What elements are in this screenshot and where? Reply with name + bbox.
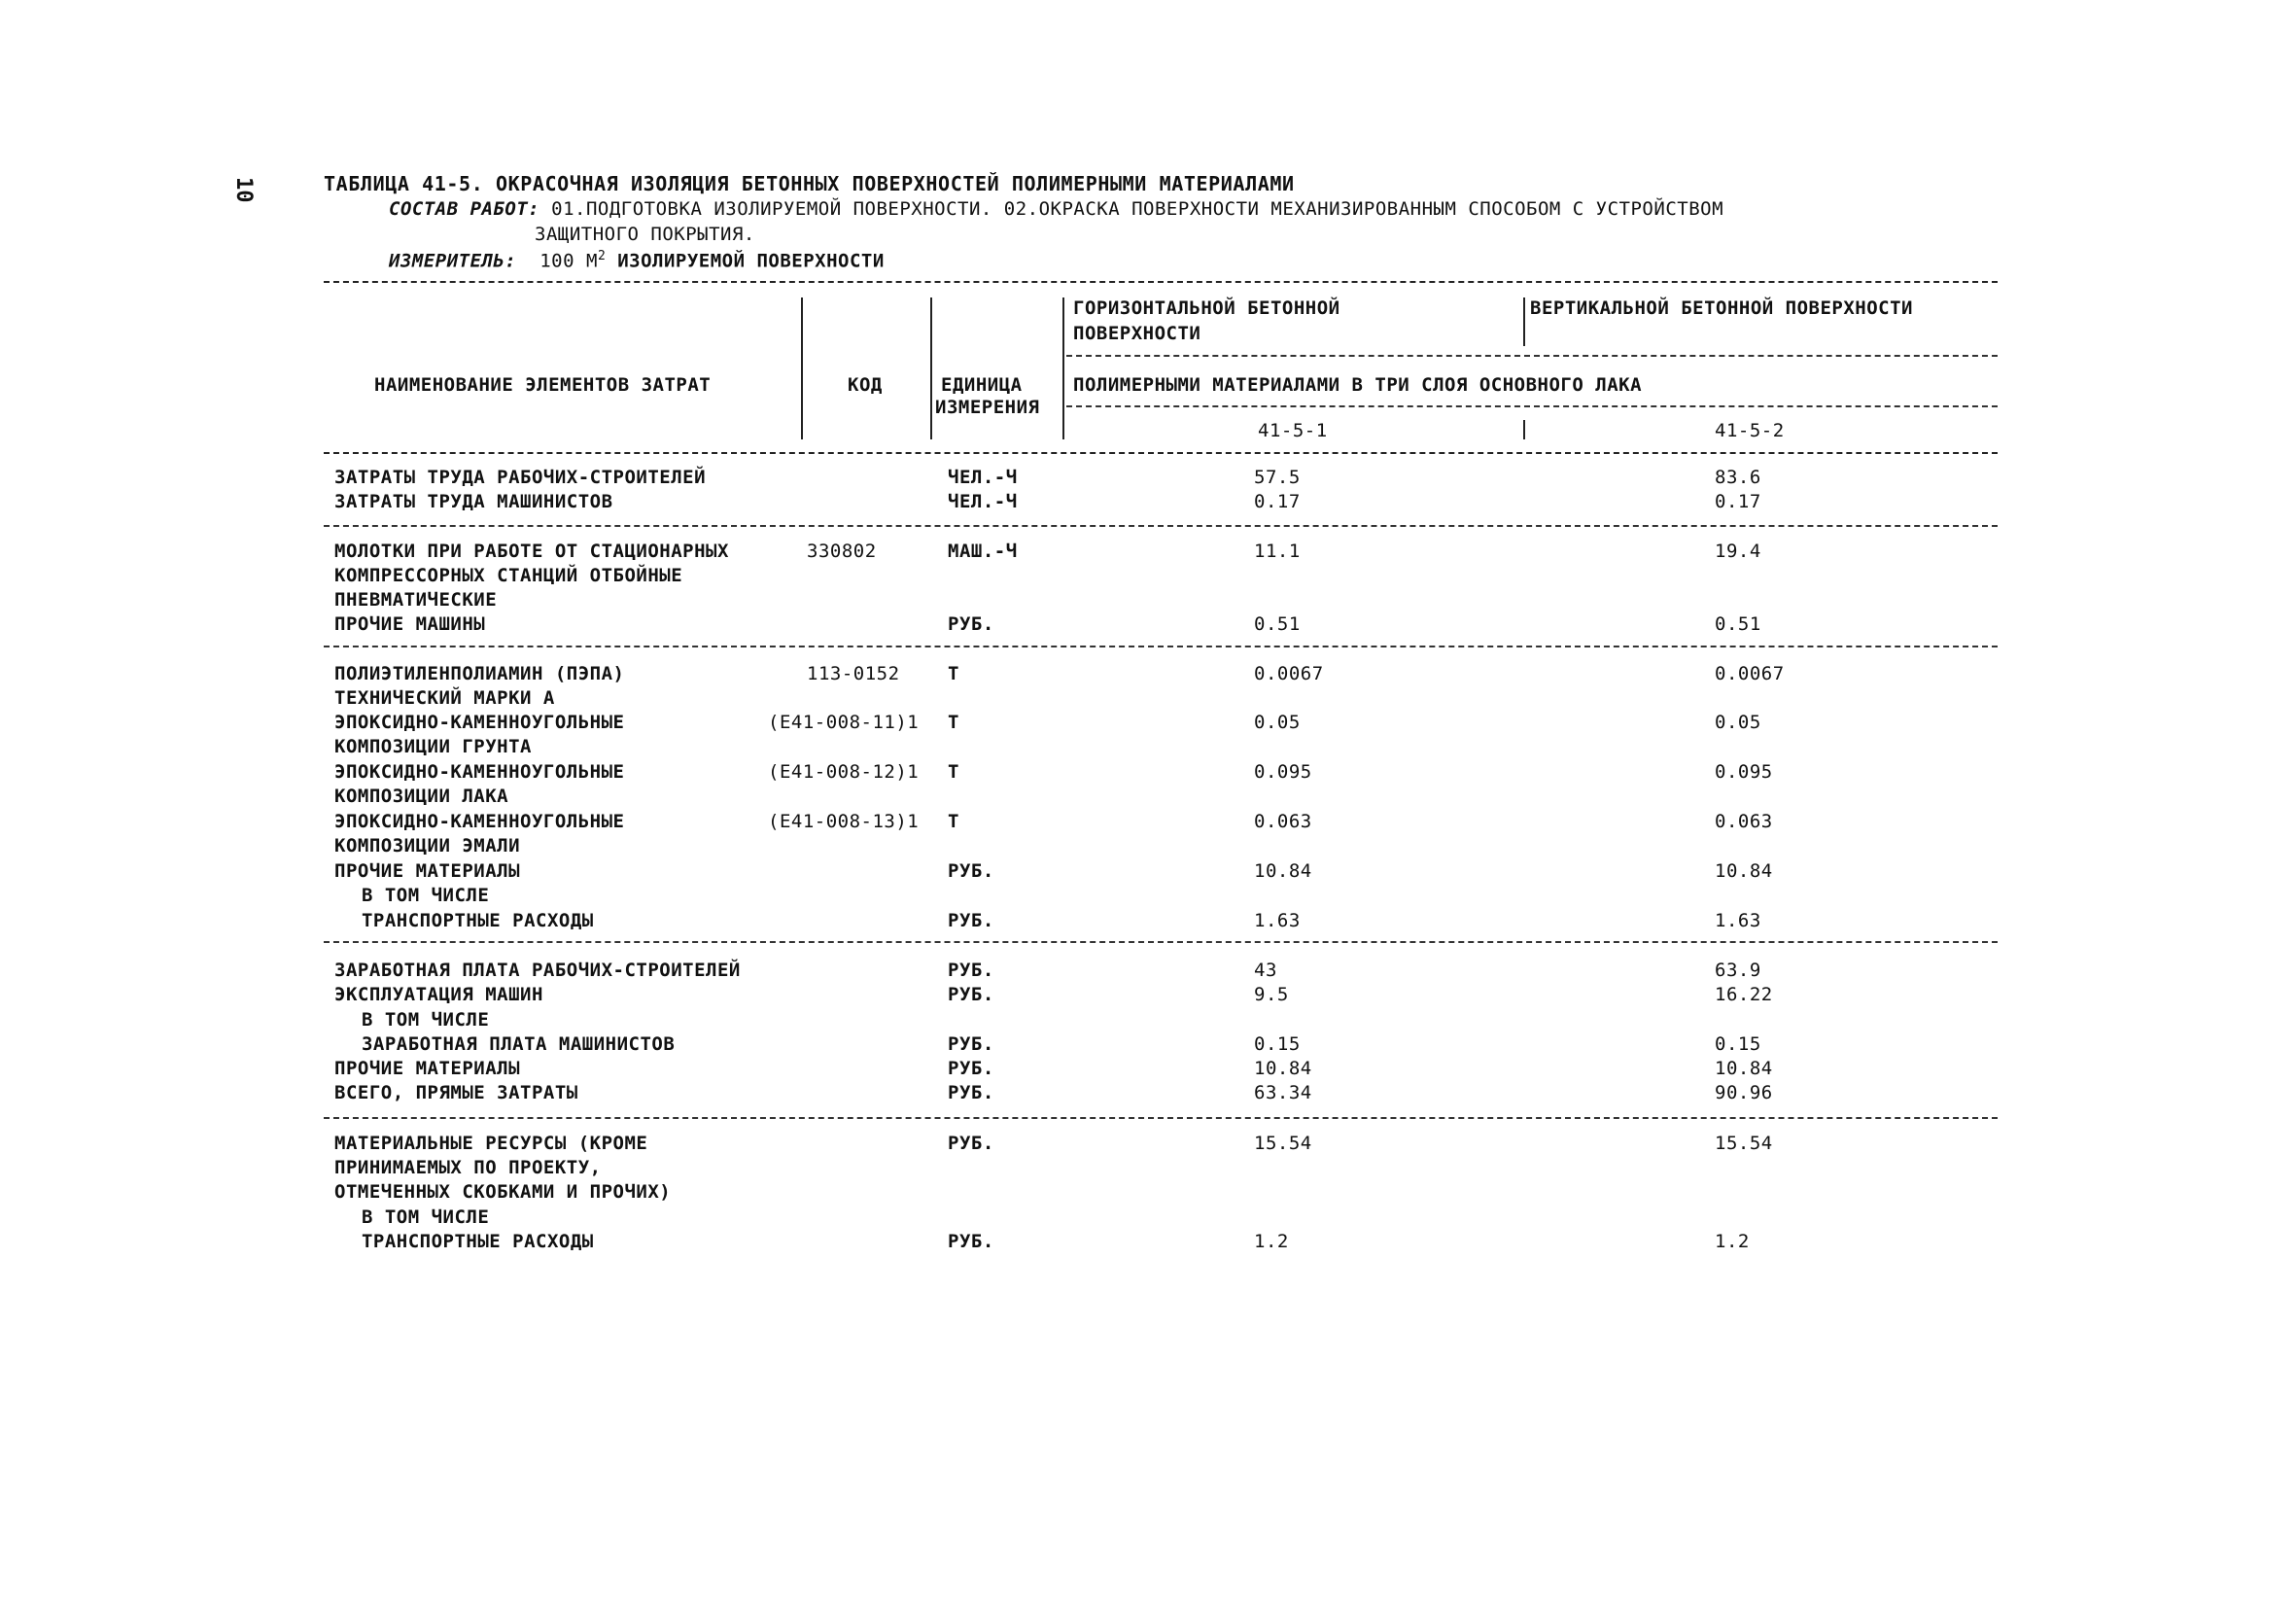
row-value-2: 10.84: [1715, 1058, 1773, 1079]
works-text-2: ЗАЩИТНОГО ПОКРЫТИЯ.: [535, 224, 755, 245]
meter-sup: 2: [597, 249, 607, 263]
group-rule-3: [324, 941, 1998, 943]
row-name: КОМПРЕССОРНЫХ СТАНЦИЙ ОТБОЙНЫЕ: [334, 565, 683, 586]
meter-rest: ИЗОЛИРУЕМОЙ ПОВЕРХНОСТИ: [606, 250, 885, 272]
meter-line: [389, 249, 885, 271]
row-unit: Т: [948, 712, 959, 733]
row-name: ЭКСПЛУАТАЦИЯ МАШИН: [334, 984, 543, 1005]
head-col-code: КОД: [848, 374, 883, 396]
head-sub-rule-1: [1066, 355, 1998, 357]
row-value-2: 19.4: [1715, 541, 1761, 562]
row-value-1: 1.2: [1254, 1231, 1289, 1252]
row-unit: РУБ.: [948, 1133, 994, 1154]
row-value-1: 0.51: [1254, 613, 1301, 635]
row-value-1: 0.05: [1254, 712, 1301, 733]
works-text-1: 01.ПОДГОТОВКА ИЗОЛИРУЕМОЙ ПОВЕРХНОСТИ. 02.ОКРАСКА ПОВЕРХНОСТИ МЕХАНИЗИРОВАННЫМ СПОСОБОМ С УСТРОЙСТВОМ: [551, 198, 1724, 220]
row-name: ВСЕГО, ПРЯМЫЕ ЗАТРАТЫ: [334, 1082, 578, 1103]
row-name: КОМПОЗИЦИИ ГРУНТА: [334, 736, 532, 757]
head-polymer: ПОЛИМЕРНЫМИ МАТЕРИАЛАМИ В ТРИ СЛОЯ ОСНОВНОГО ЛАКА: [1073, 374, 1643, 396]
row-name: МОЛОТКИ ПРИ РАБОТЕ ОТ СТАЦИОНАРНЫХ: [334, 541, 729, 562]
row-value-1: 11.1: [1254, 541, 1301, 562]
row-value-2: 0.095: [1715, 761, 1773, 783]
head-bottom-rule: [324, 452, 1998, 454]
row-name: ЭПОКСИДНО-КАМЕННОУГОЛЬНЫЕ: [334, 811, 625, 832]
row-code: 113-0152: [807, 663, 900, 684]
row-value-1: 15.54: [1254, 1133, 1312, 1154]
row-unit: РУБ.: [948, 1033, 994, 1055]
head-code-2: 41-5-2: [1715, 420, 1785, 441]
table-top-rule: [324, 281, 1998, 283]
row-value-1: 0.063: [1254, 811, 1312, 832]
row-name: ПОЛИЭТИЛЕНПОЛИАМИН (ПЭПА): [334, 663, 625, 684]
row-unit: РУБ.: [948, 960, 994, 981]
col-divider-4: [1523, 297, 1525, 346]
row-unit: РУБ.: [948, 1231, 994, 1252]
col-divider-1: [801, 297, 803, 439]
row-name: ТРАНСПОРТНЫЕ РАСХОДЫ: [350, 910, 594, 931]
row-value-2: 83.6: [1715, 467, 1761, 488]
row-name: ПРОЧИЕ МАТЕРИАЛЫ: [334, 1058, 521, 1079]
row-code: 330802: [807, 541, 877, 562]
row-value-1: 1.63: [1254, 910, 1301, 931]
col-divider-5: [1523, 420, 1525, 439]
row-name: ПРИНИМАЕМЫХ ПО ПРОЕКТУ,: [334, 1157, 602, 1178]
row-name: ПРОЧИЕ МАШИНЫ: [334, 613, 486, 635]
row-value-2: 10.84: [1715, 860, 1773, 882]
row-name: В ТОМ ЧИСЛЕ: [350, 1206, 490, 1228]
row-unit: РУБ.: [948, 1058, 994, 1079]
row-value-2: 63.9: [1715, 960, 1761, 981]
group-rule-4: [324, 1117, 1998, 1119]
row-name: ЗАТРАТЫ ТРУДА РАБОЧИХ-СТРОИТЕЛЕЙ: [334, 467, 707, 488]
row-name: ЗАРАБОТНАЯ ПЛАТА РАБОЧИХ-СТРОИТЕЛЕЙ: [334, 960, 741, 981]
head-col-name: НАИМЕНОВАНИЕ ЭЛЕМЕНТОВ ЗАТРАТ: [374, 374, 712, 396]
col-divider-3: [1062, 297, 1064, 439]
row-value-1: 63.34: [1254, 1082, 1312, 1103]
head-col-unit-2: ИЗМЕРЕНИЯ: [935, 397, 1040, 418]
works-label: СОСТАВ РАБОТ:: [389, 198, 540, 220]
row-value-2: 0.15: [1715, 1033, 1761, 1055]
meter-label: ИЗМЕРИТЕЛЬ:: [389, 250, 517, 272]
row-name: КОМПОЗИЦИИ ЭМАЛИ: [334, 835, 521, 856]
page-number: 10: [231, 177, 256, 203]
row-value-2: 1.2: [1715, 1231, 1750, 1252]
row-name: В ТОМ ЧИСЛЕ: [350, 885, 490, 906]
row-name: ТЕХНИЧЕСКИЙ МАРКИ А: [334, 687, 555, 709]
row-unit: РУБ.: [948, 1082, 994, 1103]
row-name: ЗАТРАТЫ ТРУДА МАШИНИСТОВ: [334, 491, 613, 512]
meter-value: 100 М: [539, 250, 598, 272]
head-horiz-1: ГОРИЗОНТАЛЬНОЙ БЕТОННОЙ: [1073, 297, 1340, 319]
row-unit: МАШ.-Ч: [948, 541, 1018, 562]
row-unit: РУБ.: [948, 613, 994, 635]
row-unit: РУБ.: [948, 984, 994, 1005]
row-value-1: 57.5: [1254, 467, 1301, 488]
row-unit: РУБ.: [948, 860, 994, 882]
col-divider-2: [930, 297, 932, 439]
row-code: (Е41-008-12)1: [768, 761, 920, 783]
row-value-1: 9.5: [1254, 984, 1289, 1005]
row-value-2: 1.63: [1715, 910, 1761, 931]
row-value-2: 90.96: [1715, 1082, 1773, 1103]
row-name: ПРОЧИЕ МАТЕРИАЛЫ: [334, 860, 521, 882]
row-value-1: 0.095: [1254, 761, 1312, 783]
row-unit: Т: [948, 811, 959, 832]
row-value-2: 0.0067: [1715, 663, 1785, 684]
row-name: ТРАНСПОРТНЫЕ РАСХОДЫ: [350, 1231, 594, 1252]
row-name: ПНЕВМАТИЧЕСКИЕ: [334, 589, 498, 611]
row-value-2: 15.54: [1715, 1133, 1773, 1154]
table-title: ТАБЛИЦА 41-5. ОКРАСОЧНАЯ ИЗОЛЯЦИЯ БЕТОННЫХ ПОВЕРХНОСТЕЙ ПОЛИМЕРНЫМИ МАТЕРИАЛАМИ: [324, 172, 1295, 195]
row-value-1: 0.17: [1254, 491, 1301, 512]
group-rule-2: [324, 646, 1998, 647]
row-unit: ЧЕЛ.-Ч: [948, 467, 1018, 488]
row-value-1: 0.0067: [1254, 663, 1324, 684]
row-name: ОТМЕЧЕННЫХ СКОБКАМИ И ПРОЧИХ): [334, 1181, 672, 1203]
head-horiz-2: ПОВЕРХНОСТИ: [1073, 323, 1201, 344]
row-value-2: 0.063: [1715, 811, 1773, 832]
row-name: КОМПОЗИЦИИ ЛАКА: [334, 786, 509, 807]
row-unit: Т: [948, 663, 959, 684]
row-value-2: 0.51: [1715, 613, 1761, 635]
head-sub-rule-2: [1066, 405, 1998, 407]
row-name: ЗАРАБОТНАЯ ПЛАТА МАШИНИСТОВ: [350, 1033, 676, 1055]
row-name: ЭПОКСИДНО-КАМЕННОУГОЛЬНЫЕ: [334, 712, 625, 733]
row-unit: Т: [948, 761, 959, 783]
row-name: ЭПОКСИДНО-КАМЕННОУГОЛЬНЫЕ: [334, 761, 625, 783]
head-col-unit-1: ЕДИНИЦА: [941, 374, 1023, 396]
row-value-2: 0.05: [1715, 712, 1761, 733]
row-name: В ТОМ ЧИСЛЕ: [350, 1009, 490, 1031]
head-code-1: 41-5-1: [1258, 420, 1328, 441]
head-vert: ВЕРТИКАЛЬНОЙ БЕТОННОЙ ПОВЕРХНОСТИ: [1530, 297, 1913, 319]
row-value-2: 0.17: [1715, 491, 1761, 512]
row-unit: РУБ.: [948, 910, 994, 931]
row-value-1: 43: [1254, 960, 1277, 981]
row-value-1: 0.15: [1254, 1033, 1301, 1055]
row-code: (Е41-008-13)1: [768, 811, 920, 832]
works-line-1: [389, 198, 1723, 220]
group-rule-1: [324, 525, 1998, 527]
row-value-1: 10.84: [1254, 860, 1312, 882]
row-value-2: 16.22: [1715, 984, 1773, 1005]
row-name: МАТЕРИАЛЬНЫЕ РЕСУРСЫ (КРОМЕ: [334, 1133, 648, 1154]
row-value-1: 10.84: [1254, 1058, 1312, 1079]
row-code: (Е41-008-11)1: [768, 712, 920, 733]
row-unit: ЧЕЛ.-Ч: [948, 491, 1018, 512]
